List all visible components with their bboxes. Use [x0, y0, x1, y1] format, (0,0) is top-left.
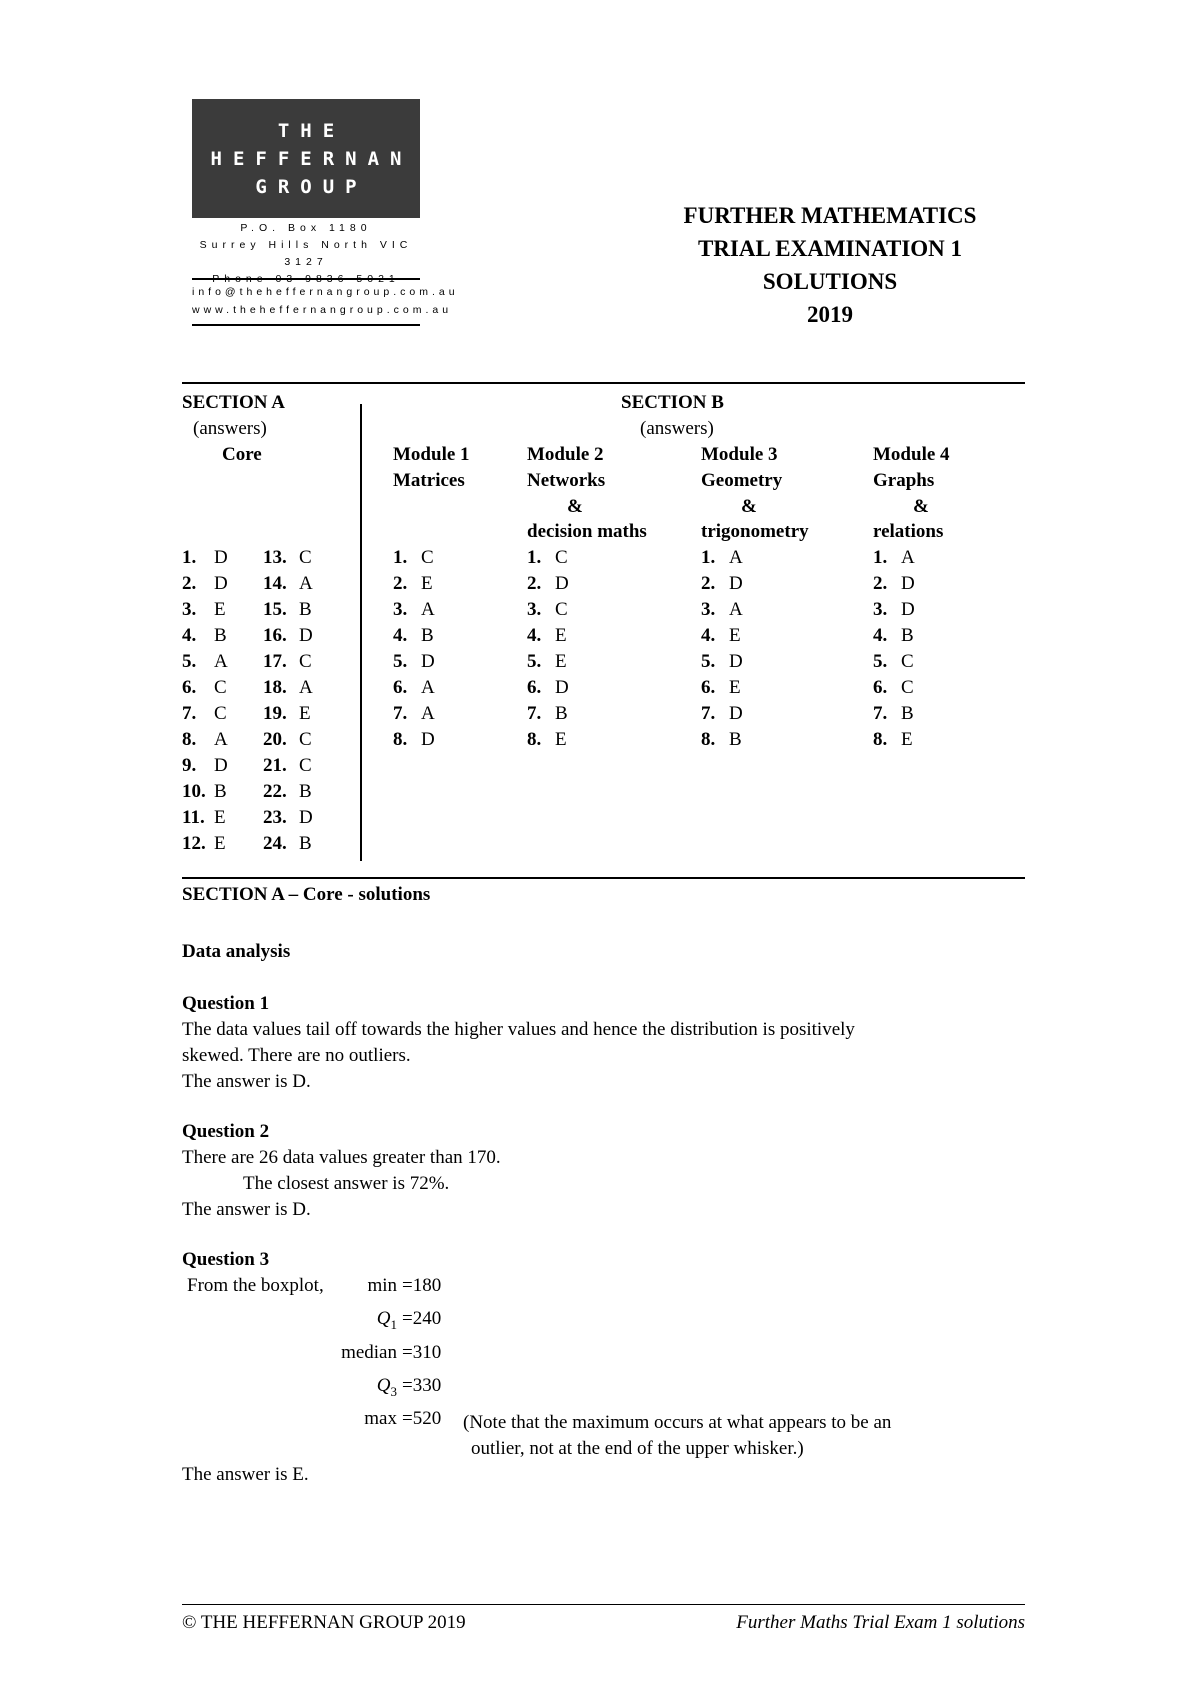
- module-subject-cont: trigonometry: [701, 521, 809, 542]
- statistic-value: =240: [402, 1308, 442, 1329]
- answer-letter: A: [299, 677, 313, 698]
- answer-letter: E: [214, 599, 226, 620]
- document-title: [560, 199, 1100, 331]
- answer-number: 6.: [873, 677, 888, 698]
- answer-number: 5.: [873, 651, 888, 672]
- answer-number: 12.: [182, 833, 206, 854]
- question-2-answer: The answer is D.: [182, 1199, 311, 1220]
- answer-item: [873, 675, 915, 701]
- answer-letter: D: [214, 573, 228, 594]
- solutions-heading: SECTION A – Core - solutions: [182, 884, 431, 905]
- section-a-subheading: (answers): [193, 418, 267, 439]
- answer-number: 13.: [263, 547, 287, 568]
- module-answers: [393, 545, 435, 753]
- answer-number: 17.: [263, 651, 287, 672]
- answer-item: [701, 571, 743, 597]
- answer-number: 23.: [263, 807, 287, 828]
- answer-letter: A: [421, 599, 435, 620]
- answer-number: 7.: [393, 703, 408, 724]
- answer-number: 6.: [182, 677, 197, 698]
- answer-number: 6.: [701, 677, 716, 698]
- answer-letter: E: [555, 729, 567, 750]
- title-year: 2019: [807, 302, 853, 327]
- answer-item: [263, 571, 313, 597]
- answer-item: [393, 545, 435, 571]
- answer-item: [527, 597, 569, 623]
- module-answers: [873, 545, 915, 753]
- answer-item: [701, 649, 743, 675]
- answer-number: 11.: [182, 807, 205, 828]
- answer-letter: B: [299, 781, 312, 802]
- answer-letter: C: [299, 729, 312, 750]
- answer-letter: B: [729, 729, 742, 750]
- title-line-3: SOLUTIONS: [762, 269, 898, 294]
- answer-number: 4.: [393, 625, 408, 646]
- answer-number: 6.: [527, 677, 542, 698]
- answer-number: 5.: [393, 651, 408, 672]
- module-subject: Geometry: [701, 470, 783, 491]
- answer-number: 21.: [263, 755, 287, 776]
- statistic-label: [367, 1273, 397, 1299]
- answer-letter: E: [901, 729, 913, 750]
- statistic-name: max: [364, 1408, 397, 1429]
- answer-number: 2.: [182, 573, 197, 594]
- answer-letter: A: [729, 599, 743, 620]
- module-subject: Matrices: [393, 470, 465, 491]
- answer-number: 2.: [527, 573, 542, 594]
- answer-item: [263, 597, 313, 623]
- answer-item: [263, 805, 313, 831]
- answer-letter: E: [299, 703, 311, 724]
- title-line-2: TRIAL EXAMINATION 1: [697, 236, 963, 261]
- answer-item: [527, 571, 569, 597]
- answers-vertical-divider: [360, 404, 362, 861]
- answer-item: [873, 597, 915, 623]
- answer-item: [527, 675, 569, 701]
- answer-number: 10.: [182, 781, 206, 802]
- module-subject: Graphs: [873, 470, 935, 491]
- answer-letter: C: [214, 677, 227, 698]
- answer-number: 19.: [263, 703, 287, 724]
- answer-letter: D: [421, 729, 435, 750]
- answers-top-rule: [182, 382, 1025, 384]
- statistic-label: [377, 1373, 397, 1405]
- answer-item: [873, 649, 915, 675]
- answer-item: [263, 779, 313, 805]
- statistic-subscript: 1: [390, 1316, 397, 1332]
- logo-line-1: THE: [277, 119, 346, 142]
- answer-letter: D: [729, 651, 743, 672]
- answer-item: [527, 649, 569, 675]
- answer-letter: E: [214, 807, 226, 828]
- answer-number: 15.: [263, 599, 287, 620]
- answer-number: 8.: [182, 729, 197, 750]
- module-subject: Networks: [527, 470, 606, 491]
- answer-item: [182, 571, 228, 597]
- answer-number: 8.: [527, 729, 542, 750]
- answer-item: [393, 649, 435, 675]
- answer-number: 4.: [527, 625, 542, 646]
- section-a-answers-col-2: [263, 545, 313, 857]
- answer-item: [527, 701, 569, 727]
- answer-number: 1.: [527, 547, 542, 568]
- module-title: Module 2: [527, 444, 604, 465]
- section-b-subheading: (answers): [640, 418, 714, 439]
- answer-letter: A: [214, 729, 228, 750]
- address-line-1: P.O. Box 1180: [240, 222, 372, 234]
- answer-item: [393, 597, 435, 623]
- answer-number: 5.: [527, 651, 542, 672]
- module-subject-cont: decision maths: [527, 521, 647, 542]
- answer-letter: B: [214, 625, 227, 646]
- answer-item: [263, 649, 313, 675]
- answer-number: 1.: [182, 547, 197, 568]
- answer-letter: B: [214, 781, 227, 802]
- answer-item: [701, 597, 743, 623]
- answer-letter: D: [729, 703, 743, 724]
- answer-item: [527, 623, 569, 649]
- answer-letter: E: [729, 625, 741, 646]
- address-line-2: Surrey Hills North VIC 3127: [199, 239, 413, 268]
- question-3-title: Question 3: [182, 1249, 270, 1270]
- footer-document-name: Further Maths Trial Exam 1 solutions: [736, 1612, 1025, 1633]
- answer-item: [182, 623, 228, 649]
- answer-number: 18.: [263, 677, 287, 698]
- statistic-subscript: 3: [390, 1383, 397, 1399]
- answer-number: 7.: [701, 703, 716, 724]
- answer-letter: A: [901, 547, 915, 568]
- question-2-line-1: There are 26 data values greater than 170.: [182, 1147, 501, 1168]
- answer-letter: D: [214, 755, 228, 776]
- module-ampersand: &: [567, 496, 583, 517]
- question-3-answer: The answer is E.: [182, 1464, 309, 1485]
- answer-item: [527, 727, 569, 753]
- answer-letter: A: [421, 703, 435, 724]
- answer-number: 6.: [393, 677, 408, 698]
- answer-number: 22.: [263, 781, 287, 802]
- module-title: Module 1: [393, 444, 470, 465]
- question-1-answer: The answer is D.: [182, 1071, 311, 1092]
- answer-letter: E: [729, 677, 741, 698]
- question-3-note-2: outlier, not at the end of the upper whisker.): [471, 1438, 804, 1459]
- answer-number: 3.: [701, 599, 716, 620]
- answer-number: 5.: [182, 651, 197, 672]
- answer-letter: D: [555, 573, 569, 594]
- answer-item: [393, 701, 435, 727]
- statistic-label: [341, 1340, 397, 1366]
- answer-number: 24.: [263, 833, 287, 854]
- answer-letter: E: [421, 573, 433, 594]
- answer-letter: A: [214, 651, 228, 672]
- answer-number: 3.: [873, 599, 888, 620]
- question-1-line-1: The data values tail off towards the higher values and hence the distribution is positively: [182, 1019, 855, 1040]
- answer-item: [182, 675, 228, 701]
- answer-letter: D: [901, 599, 915, 620]
- answer-letter: D: [901, 573, 915, 594]
- answer-item: [263, 753, 313, 779]
- statistic-value: =520: [402, 1408, 442, 1429]
- answer-letter: D: [555, 677, 569, 698]
- module-title: Module 4: [873, 444, 950, 465]
- answer-letter: C: [299, 755, 312, 776]
- title-line-1: FURTHER MATHEMATICS: [683, 203, 977, 228]
- answer-letter: C: [901, 651, 914, 672]
- logo-line-2: HEFFERNAN: [210, 147, 413, 170]
- logo-divider-bottom: [192, 324, 420, 326]
- answer-number: 2.: [393, 573, 408, 594]
- question-2-title: Question 2: [182, 1121, 270, 1142]
- answer-item: [182, 805, 228, 831]
- module-answers: [527, 545, 569, 753]
- answer-letter: E: [555, 651, 567, 672]
- answer-number: 14.: [263, 573, 287, 594]
- answer-letter: B: [901, 703, 914, 724]
- statistic-name: median: [341, 1342, 397, 1363]
- section-a-heading: SECTION A: [182, 392, 285, 413]
- answer-letter: C: [555, 547, 568, 568]
- answer-item: [393, 727, 435, 753]
- statistic-name: Q: [376, 1375, 391, 1396]
- answers-bottom-rule: [182, 877, 1025, 879]
- answer-number: 7.: [873, 703, 888, 724]
- answer-number: 4.: [873, 625, 888, 646]
- topic-heading: Data analysis: [182, 941, 291, 962]
- question-1-title: Question 1: [182, 993, 270, 1014]
- answer-item: [182, 831, 228, 857]
- answer-letter: C: [901, 677, 914, 698]
- section-a-answers-col-1: [182, 545, 228, 857]
- section-b-heading: SECTION B: [621, 392, 724, 413]
- answer-item: [873, 727, 915, 753]
- module-subject-cont: relations: [873, 521, 944, 542]
- answer-number: 7.: [182, 703, 197, 724]
- answer-item: [263, 623, 313, 649]
- answer-letter: A: [299, 573, 313, 594]
- answer-item: [182, 545, 228, 571]
- answer-letter: B: [299, 833, 312, 854]
- answer-item: [263, 545, 313, 571]
- logo-line-3: GROUP: [255, 175, 368, 198]
- question-3-note-1: (Note that the maximum occurs at what appears to be an: [463, 1412, 892, 1433]
- answer-number: 1.: [873, 547, 888, 568]
- module-answers: [701, 545, 743, 753]
- answer-item: [873, 571, 915, 597]
- answer-item: [182, 649, 228, 675]
- answer-number: 9.: [182, 755, 197, 776]
- answer-letter: B: [299, 599, 312, 620]
- answer-item: [527, 545, 569, 571]
- answer-number: 3.: [527, 599, 542, 620]
- answer-item: [182, 753, 228, 779]
- answer-number: 8.: [701, 729, 716, 750]
- answer-item: [182, 701, 228, 727]
- answer-item: [263, 675, 313, 701]
- company-email: info@theheffernangroup.com.au: [192, 286, 459, 298]
- footer-rule: [182, 1604, 1025, 1605]
- answer-number: 1.: [393, 547, 408, 568]
- answer-number: 7.: [527, 703, 542, 724]
- statistic-name: Q: [376, 1308, 391, 1329]
- answer-letter: B: [901, 625, 914, 646]
- company-logo: [192, 99, 420, 218]
- answer-number: 2.: [873, 573, 888, 594]
- answer-item: [263, 831, 313, 857]
- answer-number: 1.: [701, 547, 716, 568]
- statistic-name: min: [367, 1275, 397, 1296]
- answer-letter: B: [555, 703, 568, 724]
- module-title: Module 3: [701, 444, 778, 465]
- answer-item: [393, 675, 435, 701]
- answer-letter: D: [299, 625, 313, 646]
- answer-item: [263, 701, 313, 727]
- answer-letter: D: [729, 573, 743, 594]
- answer-letter: D: [299, 807, 313, 828]
- answer-letter: D: [421, 651, 435, 672]
- answer-letter: E: [555, 625, 567, 646]
- statistic-value: =310: [402, 1342, 442, 1363]
- answer-item: [263, 727, 313, 753]
- question-1-line-2: skewed. There are no outliers.: [182, 1045, 411, 1066]
- answer-item: [182, 779, 228, 805]
- answer-number: 3.: [182, 599, 197, 620]
- answer-item: [873, 545, 915, 571]
- question-2-line-2: The closest answer is 72%.: [243, 1173, 450, 1194]
- answer-letter: A: [421, 677, 435, 698]
- answer-letter: C: [214, 703, 227, 724]
- answer-item: [393, 571, 435, 597]
- answer-number: 16.: [263, 625, 287, 646]
- company-website: www.theheffernangroup.com.au: [192, 304, 453, 316]
- answer-item: [393, 623, 435, 649]
- module-ampersand: &: [741, 496, 757, 517]
- answer-number: 4.: [701, 625, 716, 646]
- logo-divider-top: [192, 278, 420, 280]
- statistic-value: =180: [402, 1275, 442, 1296]
- answer-number: 5.: [701, 651, 716, 672]
- answer-number: 2.: [701, 573, 716, 594]
- answer-number: 8.: [873, 729, 888, 750]
- answer-number: 3.: [393, 599, 408, 620]
- answer-item: [182, 597, 228, 623]
- statistic-value: =330: [402, 1375, 442, 1396]
- answer-letter: C: [421, 547, 434, 568]
- statistic-label: [377, 1306, 397, 1338]
- answer-item: [873, 701, 915, 727]
- answer-item: [701, 545, 743, 571]
- answer-number: 4.: [182, 625, 197, 646]
- answer-number: 20.: [263, 729, 287, 750]
- answer-item: [701, 701, 743, 727]
- answer-letter: A: [729, 547, 743, 568]
- statistic-label: [364, 1406, 397, 1432]
- answer-letter: B: [421, 625, 434, 646]
- question-3-intro: From the boxplot,: [187, 1275, 324, 1296]
- answer-item: [873, 623, 915, 649]
- answer-item: [182, 727, 228, 753]
- module-ampersand: &: [913, 496, 929, 517]
- section-a-core-label: Core: [222, 444, 262, 465]
- footer-copyright: © THE HEFFERNAN GROUP 2019: [182, 1612, 466, 1633]
- answer-letter: C: [299, 547, 312, 568]
- answer-item: [701, 675, 743, 701]
- answer-item: [701, 727, 743, 753]
- answer-item: [701, 623, 743, 649]
- answer-letter: E: [214, 833, 226, 854]
- answer-letter: C: [555, 599, 568, 620]
- answer-number: 8.: [393, 729, 408, 750]
- answer-letter: D: [214, 547, 228, 568]
- answer-letter: C: [299, 651, 312, 672]
